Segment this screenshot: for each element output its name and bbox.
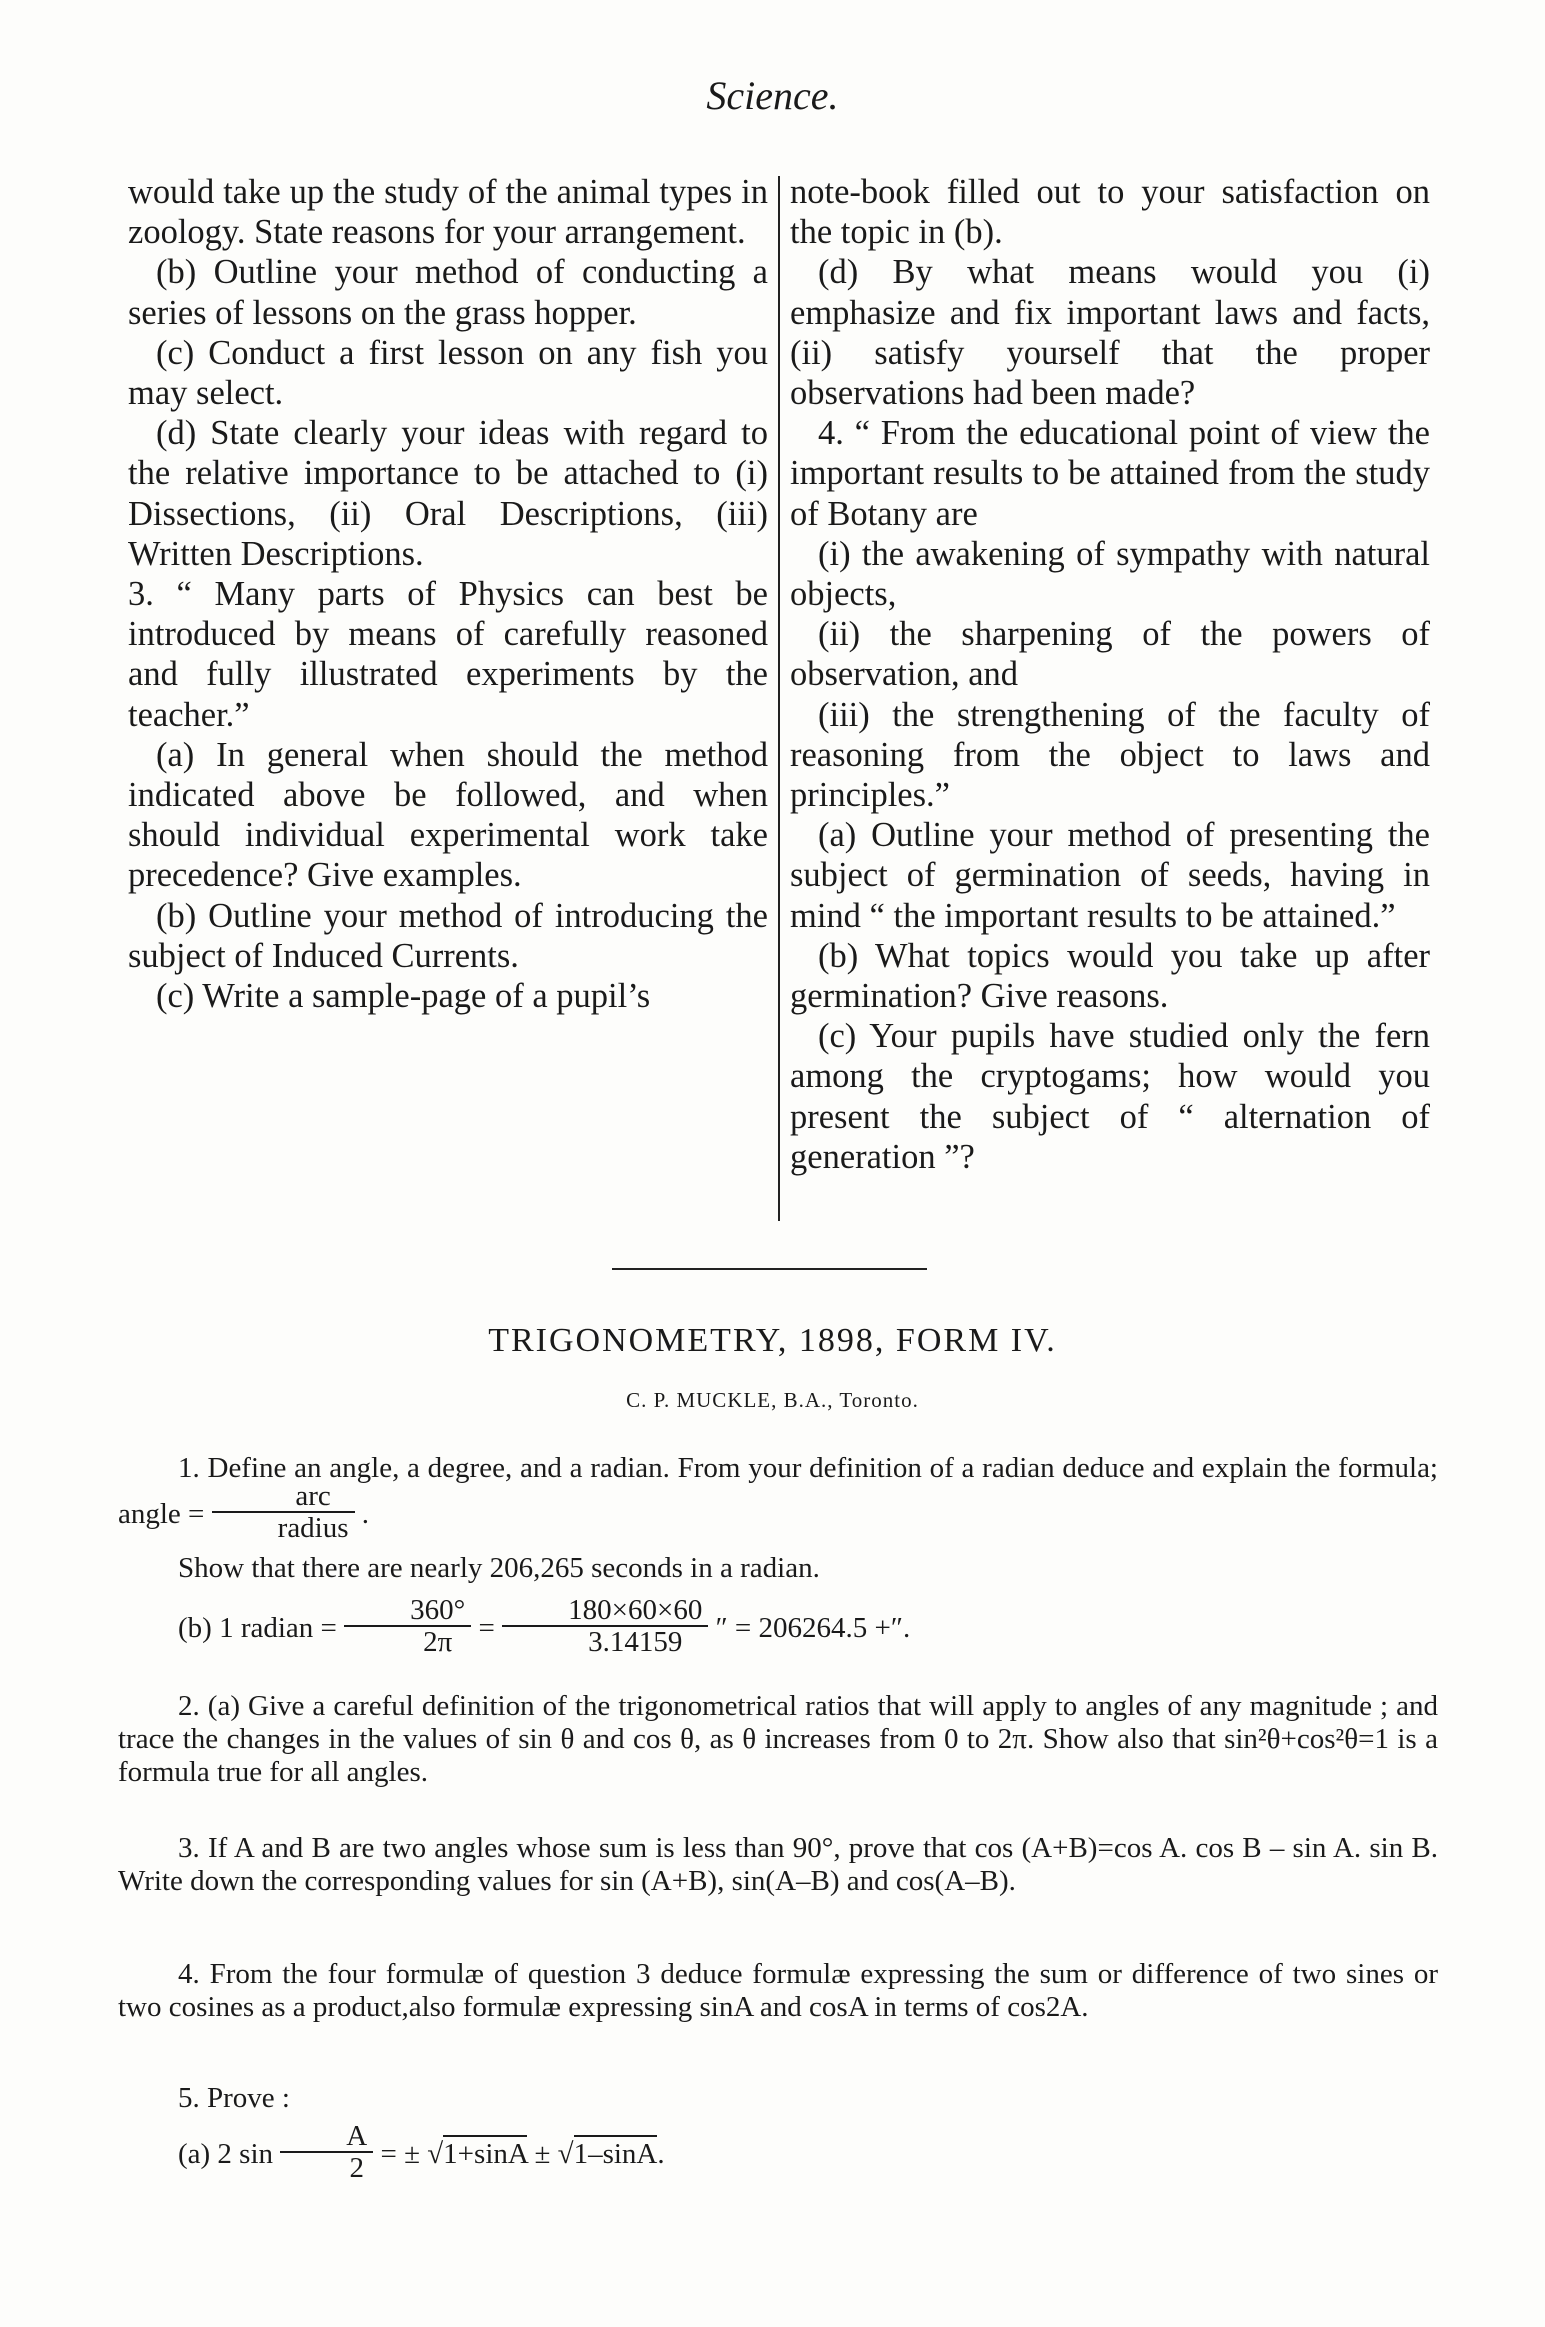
left-paragraph: (c) Conduct a first lesson on any fish you may select. bbox=[128, 333, 768, 413]
question-1-prompt: 1. Define an angle, a degree, and a radian. From your definition of a radian deduce and explain the formula; angle = bbox=[118, 1452, 1438, 1531]
right-paragraph: 4. “ From the educational point of view the important results to be attained from the study of Botany are bbox=[790, 414, 1430, 533]
question-2-text: 2. (a) Give a careful definition of the trigonometrical ratios that will apply to angles of any magnitude ; and trace the changes in the values of sin θ and cos θ, as θ increases from 0 to 2π. Show also that sin²θ+cos²θ=1 is a formula true for all angles. bbox=[118, 1690, 1438, 1788]
right-paragraph: (c) Your pupils have studied only the fern among the cryptogams; how would you present the subject of “ alternation of generation ”? bbox=[790, 1017, 1430, 1176]
question-4-text: 4. From the four formulæ of question 3 deduce formulæ expressing the sum or difference of two sines or two cosines as a product,also formulæ expressing sinA and cosA in terms of cos2A. bbox=[118, 1958, 1438, 2023]
fraction-denominator: 3.14159 bbox=[588, 1626, 683, 1659]
page-title: Science. bbox=[706, 73, 839, 118]
right-paragraph: (b) What topics would you take up after germination? Give reasons. bbox=[790, 936, 1430, 1016]
right-paragraph: note-book filled out to your satisfaction on the topic in (b). bbox=[790, 173, 1430, 252]
section-author: C. P. MUCKLE, B.A., Toronto. bbox=[626, 1388, 919, 1412]
question-1-text bbox=[118, 1452, 1438, 1548]
question-3 bbox=[118, 1832, 1438, 1898]
fraction-numerator: 360° bbox=[344, 1595, 471, 1627]
question-1-end: . bbox=[361, 1498, 370, 1531]
question-1b-result: ″ = 206264.5 +″. bbox=[715, 1611, 911, 1644]
left-paragraph: 3. “ Many parts of Physics can best be introduced by means of carefully reasoned and fully illustrated experiments by the teacher.” bbox=[128, 575, 768, 734]
question-1-show: Show that there are nearly 206,265 seconds in a radian. bbox=[178, 1551, 820, 1584]
question-5-label: 5. Prove : bbox=[178, 2082, 290, 2114]
half-angle-fraction bbox=[280, 2121, 373, 2184]
question-5a-label: (a) 2 sin bbox=[178, 2138, 274, 2171]
question-4 bbox=[118, 1958, 1438, 2024]
radicand-2: 1–sinA bbox=[574, 2135, 658, 2170]
seconds-fraction bbox=[502, 1595, 708, 1658]
question-3-text: 3. If A and B are two angles whose sum is less than 90°, prove that cos (A+B)=cos A. cos B – sin A. sin B. Write down the corresponding values for sin (A+B), sin(A–B) and cos(A–B). bbox=[118, 1832, 1438, 1897]
right-paragraph: (a) Outline your method of presenting the subject of germination of seeds, having in mind “ the important results to be attained.” bbox=[790, 816, 1430, 935]
question-1 bbox=[118, 1452, 1438, 1662]
question-5 bbox=[118, 2082, 1438, 2188]
left-paragraph: (b) Outline your method of introducing the subject of Induced Currents. bbox=[128, 896, 768, 975]
question-5a-mid: = ± √ bbox=[380, 2138, 444, 2171]
question-2 bbox=[118, 1690, 1438, 1789]
fraction-numerator: 180×60×60 bbox=[502, 1595, 708, 1627]
fraction-numerator: A bbox=[280, 2121, 373, 2153]
question-5a bbox=[118, 2120, 1438, 2188]
question-5a-end: . bbox=[657, 2138, 665, 2171]
right-column bbox=[790, 172, 1430, 1177]
right-paragraph: (i) the awakening of sympathy with natural objects, bbox=[790, 534, 1430, 614]
right-paragraph: (ii) the sharpening of the powers of observation, and bbox=[790, 615, 1430, 694]
arc-over-radius-fraction bbox=[212, 1481, 355, 1544]
section-title: TRIGONOMETRY, 1898, FORM IV. bbox=[488, 1322, 1057, 1359]
question-1b-label: (b) 1 radian = bbox=[178, 1611, 337, 1644]
right-paragraph: (iii) the strengthening of the faculty of reasoning from the object to laws and principles.” bbox=[790, 695, 1430, 815]
radicand-1: 1+sinA bbox=[443, 2135, 527, 2170]
right-paragraph: (d) By what means would you (i) emphasize and fix important laws and facts, (ii) satisfy yourself that the proper observations had been made? bbox=[790, 253, 1430, 413]
plus-minus-root: ± √ bbox=[534, 2138, 574, 2171]
left-paragraph: (b) Outline your method of conducting a series of lessons on the grass hopper. bbox=[128, 253, 768, 332]
fraction-denominator: 2 bbox=[349, 2152, 364, 2185]
degrees-fraction bbox=[344, 1595, 471, 1658]
equals-sign: = bbox=[478, 1611, 495, 1644]
fraction-denominator: radius bbox=[277, 1512, 349, 1545]
left-paragraph: (d) State clearly your ideas with regard to the relative importance to be attached to (i) Dissections, (ii) Oral Descriptions, (iii) Written Descriptions. bbox=[128, 414, 768, 573]
column-divider bbox=[778, 176, 780, 1221]
fraction-numerator: arc bbox=[212, 1481, 355, 1513]
section-divider bbox=[612, 1268, 927, 1270]
question-1b bbox=[118, 1593, 1438, 1662]
left-paragraph: (c) Write a sample-page of a pupil’s bbox=[156, 977, 651, 1016]
left-paragraph: (a) In general when should the method indicated above be followed, and when should individual experimental work take precedence? Give examples. bbox=[128, 735, 768, 895]
left-paragraph: would take up the study of the animal types in zoology. State reasons for your arrangement. bbox=[128, 173, 768, 252]
left-column bbox=[128, 172, 768, 1016]
fraction-denominator: 2π bbox=[423, 1626, 453, 1659]
